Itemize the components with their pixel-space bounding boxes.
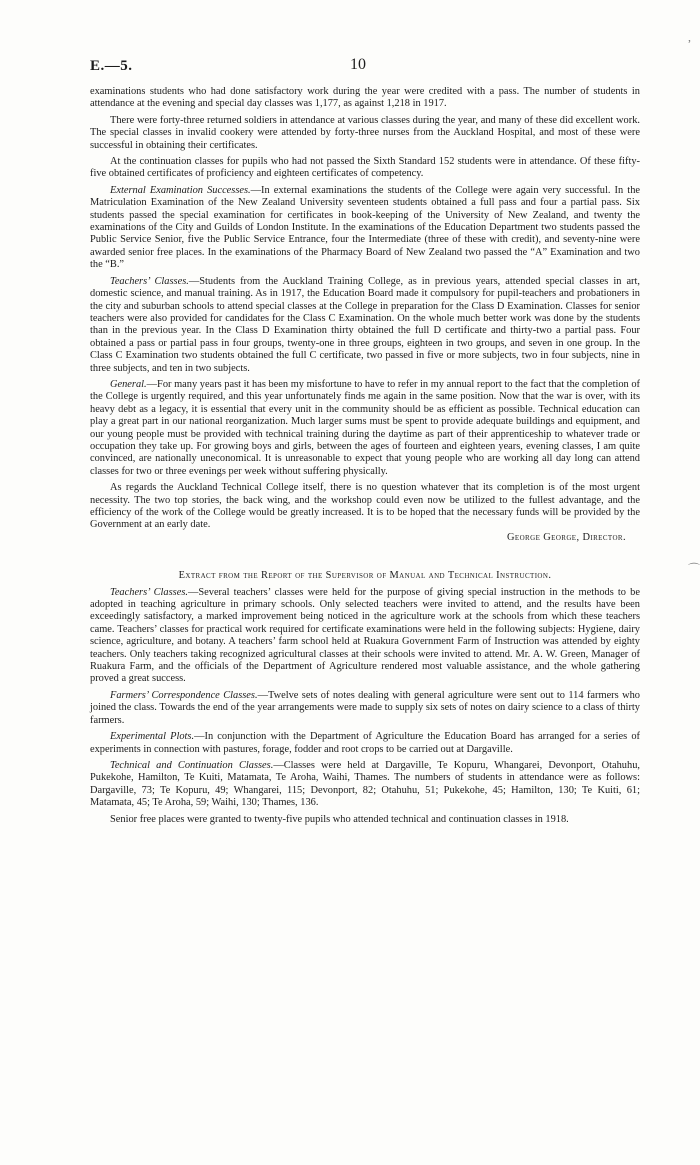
report-reference: E.—5.: [90, 58, 133, 74]
paragraph-heading: External Examination Successes.: [110, 184, 251, 196]
paragraph-heading: Farmers’ Correspondence Classes.: [110, 689, 258, 701]
page-number: 10: [350, 56, 366, 73]
paragraph-external-examinations: External Examination Successes.—In external examinations the students of the College were again very successful. In the Matriculation Examination of the New Zealand University seventeen students obtained a full pass and four a partial pass. Six students passed the special examination for certificates in book-keeping of the University of New Zealand, and twenty the examinations of the City and Guilds of London Institute. In the examinations of the Education Department two students passed the Public Service Senior, five the Public Service Entrance, four the Intermediate (three of these with credit), and seventy-nine were awarded senior free places. In the examinations of the Pharmacy Board of New Zealand two passed the “A” Examination and two the “B.”: [90, 184, 641, 271]
paragraph-college-completion: As regards the Auckland Technical College itself, there is no question whatever that its completion is of the most urgent necessity. The two top stories, the back wing, and the workshop could even now be utilized to the fullest advantage, and the efficiency of the work of the College would be greatly increased. It is to be hoped that the necessary funds will be provided by the Government at an early date.: [90, 482, 640, 531]
paragraph-farmers-correspondence: Farmers’ Correspondence Classes.—Twelve sets of notes dealing with general agriculture were sent out to 114 farmers who joined the class. Towards the end of the year arrangements were made to supply six sets of notes on dairy science to a class of thirty farmers.: [90, 689, 640, 726]
paragraph-heading: General.: [110, 378, 147, 390]
page-header: [90, 58, 640, 80]
document-page: [90, 58, 640, 830]
paragraph-heading: Experimental Plots.: [110, 731, 195, 743]
paragraph-senior-free-places: Senior free places were granted to twenty-five pupils who attended technical and continuation classes in 1918.: [110, 813, 569, 825]
paragraph-experimental-plots: Experimental Plots.—In conjunction with the Department of Agriculture the Education Board has arranged for a series of experiments in connection with pastures, forage, fodder and root crops to be carried out at Dargaville.: [90, 731, 640, 755]
paragraph-heading: Teachers’ Classes.: [110, 275, 189, 287]
paragraph-technical-continuation: Technical and Continuation Classes.—Classes were held at Dargaville, Te Kopuru, Whangarei, Devonport, Otahuhu, Pukekohe, Hamilton, Te Kuiti, Matamata, Te Aroha, Waihi, Thames. The numbers of students in attendance were as follows: Dargaville, 73; Te Kopuru, 49; Whangarei, 115; Devonport, 82; Otahuhu, 51; Pukekohe, 45; Hamilton, 130; Te Kuiti, 61; Matamata, 45; Te Aroha, 59; Waihi, 130; Thames, 136.: [90, 759, 640, 809]
scan-edge-mark: ,: [688, 30, 691, 44]
paragraph-attendance: examinations students who had done satisfactory work during the year were credited with a pass. The number of students in attendance at the evening and special day classes was 1,177, as against 1,218 in 1917.: [90, 86, 640, 110]
paragraph-section-teachers-classes: Teachers’ Classes.—Several teachers’ classes were held for the purpose of giving special instruction in the methods to be adopted in teaching agriculture in primary schools. Only selected teachers were invited to attend, and the results have been exceedingly satisfactory, a marked improvement being noticed in the agriculture work at the schools from which these teachers came. Teachers’ classes for practical work required for certificate examinations were held in the following subjects: Hygiene, dairy science, agriculture, and botany. A teachers’ farm school held at Ruakura Government Farm of Instruction was attended by eighty teachers. Only teachers taking recognized agricultural classes at their schools were invited to attend. Mr. A. W. Green, Manager of Ruakura Farm, and the officials of the Department of Agriculture rendered most valuable assistance, and the whole gathering proved a great success.: [90, 586, 640, 685]
paragraph-heading: Teachers’ Classes.: [110, 586, 188, 598]
report-body: [90, 86, 640, 826]
director-signature: George George, Director.: [507, 531, 626, 543]
paragraph-returned-soldiers: There were forty-three returned soldiers in attendance at various classes during the year, and many of these did excellent work. The special classes in invalid cookery were attended by forty-three nurses from the Auckland Hospital, and most of these were successful in obtaining their certificates.: [90, 114, 640, 151]
section-title: Extract from the Report of the Supervisor of Manual and Technical Instruction.: [178, 570, 552, 582]
scan-edge-mark: ⌒: [688, 562, 700, 576]
paragraph-general: General.—For many years past it has been my misfortune to have to refer in my annual report to the fact that the completion of the College is urgently required, and this year unfortunately finds me again in the same position. Now that the war is over, with its heavy debt as a legacy, it is essential that every unit in the community should be as efficient as possible. Technical education can play a great part in our national reorganization. Much larger sums must be spent to provide adequate buildings and equipment, and our young people must be provided with technical training during the daytime as part of their apprenticeship to whatever trade or occupation they take up. For growing boys and girls, between the ages of fourteen and eighteen years, evening classes, I am quite convinced, are nationally uneconomical. It is unreasonable to expect that young people who are working all day long can attend classes for two or three evenings per week without suffering physically.: [90, 378, 640, 477]
paragraph-heading: Technical and Continuation Classes.: [110, 759, 274, 771]
paragraph-teachers-classes: Teachers’ Classes.—Students from the Auckland Training College, as in previous years, attended special classes in art, domestic science, and manual training. As in 1917, the Education Board made it compulsory for pupil-teachers and probationers in the city and suburban schools to attend special classes at the College in preparation for the Class D Examination. Classes for senior teachers were also provided for candidates for the Class C Examination. On the whole much better work was done by the students than in the previous year. In the Class D Examination thirty obtained the full D certificate and thirty-two a partial pass. Four obtained a pass or partial pass in four groups, twenty-one in three groups, eighteen in two groups, and seven in one group. In the Class C Examination two students obtained the full C certificate, two passed in five or more subjects, two in four subjects, nine in three subjects, and ten in two subjects.: [90, 275, 640, 374]
paragraph-continuation-classes: At the continuation classes for pupils who had not passed the Sixth Standard 152 students were in attendance. Of these fifty-five obtained certificates of proficiency and eighteen certificates of competency.: [90, 156, 640, 180]
